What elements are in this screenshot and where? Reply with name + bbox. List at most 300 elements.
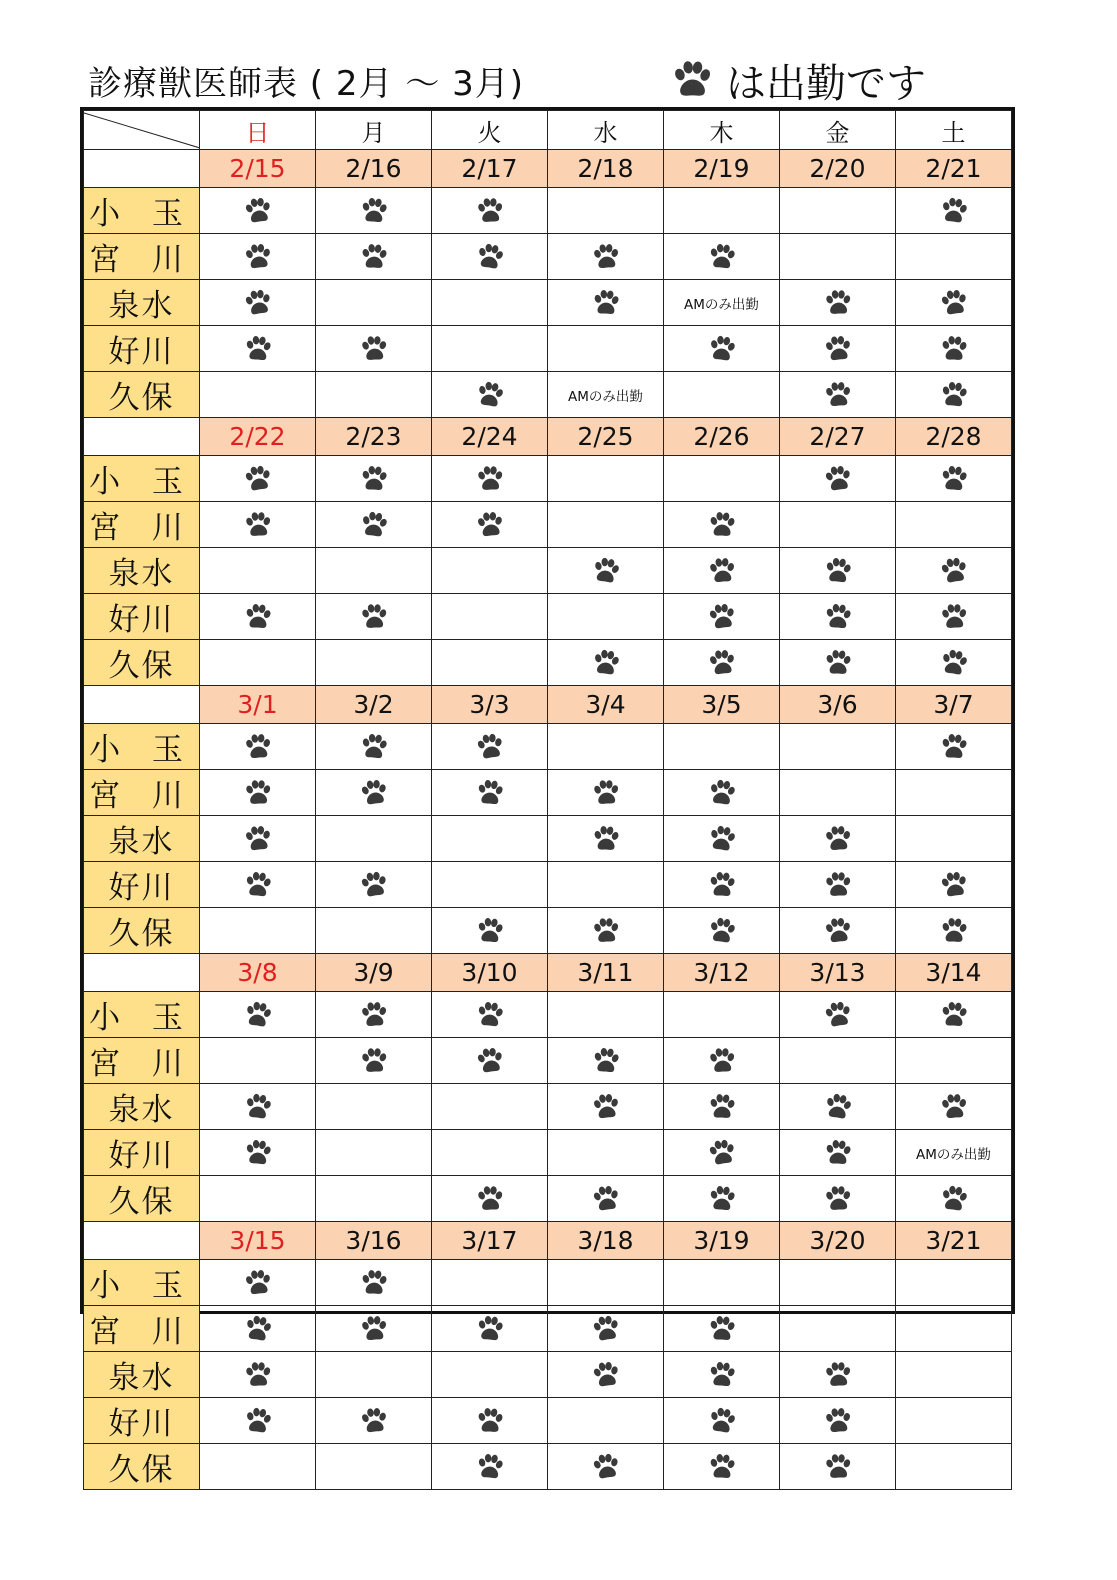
paw-icon bbox=[242, 1092, 274, 1122]
date-cell: 3/6 bbox=[780, 686, 896, 724]
empty-cell bbox=[548, 456, 664, 502]
paw-icon bbox=[474, 1184, 506, 1214]
date-cell: 3/13 bbox=[780, 954, 896, 992]
on-duty-cell bbox=[780, 280, 896, 326]
date-cell: 3/9 bbox=[316, 954, 432, 992]
empty-cell bbox=[896, 1398, 1012, 1444]
on-duty-cell bbox=[664, 1444, 780, 1490]
paw-icon bbox=[242, 824, 274, 854]
empty-cell bbox=[432, 1260, 548, 1306]
doctor-name: 小 玉 bbox=[84, 1260, 200, 1306]
doctor-row bbox=[84, 816, 1012, 862]
on-duty-cell bbox=[664, 326, 780, 372]
date-row-blank bbox=[84, 954, 200, 992]
paw-icon bbox=[706, 1360, 738, 1390]
doctor-name: 宮 川 bbox=[84, 770, 200, 816]
on-duty-cell bbox=[896, 594, 1012, 640]
paw-icon bbox=[242, 1406, 274, 1436]
on-duty-cell bbox=[664, 1352, 780, 1398]
on-duty-cell bbox=[780, 1130, 896, 1176]
legend-text: は出勤です bbox=[726, 61, 926, 107]
paw-icon bbox=[822, 1138, 854, 1168]
doctor-row bbox=[84, 234, 1012, 280]
paw-icon bbox=[474, 196, 506, 226]
doctor-row bbox=[84, 1176, 1012, 1222]
date-cell: 2/20 bbox=[780, 150, 896, 188]
date-cell: 2/16 bbox=[316, 150, 432, 188]
empty-cell bbox=[548, 1398, 664, 1444]
paw-icon bbox=[938, 732, 970, 762]
empty-cell bbox=[548, 724, 664, 770]
on-duty-cell bbox=[548, 1352, 664, 1398]
on-duty-cell bbox=[432, 724, 548, 770]
on-duty-cell bbox=[664, 502, 780, 548]
paw-icon bbox=[474, 778, 506, 808]
date-cell: 2/25 bbox=[548, 418, 664, 456]
on-duty-cell bbox=[432, 234, 548, 280]
doctor-name: 小 玉 bbox=[84, 456, 200, 502]
empty-cell bbox=[316, 908, 432, 954]
on-duty-cell bbox=[548, 548, 664, 594]
on-duty-cell bbox=[200, 594, 316, 640]
paw-icon bbox=[358, 196, 390, 226]
paw-icon bbox=[706, 778, 738, 808]
paw-icon bbox=[822, 1360, 854, 1390]
weekday-thu: 木 bbox=[664, 111, 780, 150]
on-duty-cell bbox=[780, 326, 896, 372]
empty-cell bbox=[316, 1130, 432, 1176]
on-duty-cell bbox=[548, 640, 664, 686]
on-duty-cell bbox=[780, 1084, 896, 1130]
on-duty-cell bbox=[548, 908, 664, 954]
empty-cell bbox=[432, 862, 548, 908]
on-duty-cell bbox=[664, 1130, 780, 1176]
empty-cell bbox=[200, 1038, 316, 1084]
date-cell: 3/12 bbox=[664, 954, 780, 992]
doctor-row bbox=[84, 594, 1012, 640]
paw-icon bbox=[242, 1268, 274, 1298]
on-duty-cell bbox=[664, 908, 780, 954]
paw-icon bbox=[706, 1046, 738, 1076]
date-row-blank bbox=[84, 150, 200, 188]
doctor-row bbox=[84, 1352, 1012, 1398]
on-duty-cell bbox=[200, 1398, 316, 1444]
paw-icon bbox=[938, 1092, 970, 1122]
paw-icon bbox=[706, 602, 738, 632]
empty-cell bbox=[432, 1130, 548, 1176]
on-duty-cell bbox=[316, 1306, 432, 1352]
empty-cell bbox=[432, 548, 548, 594]
doctor-row bbox=[84, 502, 1012, 548]
date-cell: 2/21 bbox=[896, 150, 1012, 188]
date-cell: 2/28 bbox=[896, 418, 1012, 456]
paw-icon bbox=[242, 778, 274, 808]
doctor-name: 泉水 bbox=[84, 816, 200, 862]
on-duty-cell bbox=[200, 502, 316, 548]
paw-icon bbox=[474, 380, 506, 410]
on-duty-cell bbox=[548, 280, 664, 326]
paw-icon bbox=[938, 464, 970, 494]
paw-icon bbox=[242, 196, 274, 226]
on-duty-cell bbox=[664, 548, 780, 594]
paw-icon bbox=[242, 464, 274, 494]
empty-cell bbox=[780, 1306, 896, 1352]
date-cell: 3/16 bbox=[316, 1222, 432, 1260]
paw-icon bbox=[822, 824, 854, 854]
weekday-wed: 水 bbox=[548, 111, 664, 150]
empty-cell bbox=[548, 502, 664, 548]
paw-icon bbox=[242, 1138, 274, 1168]
doctor-row bbox=[84, 862, 1012, 908]
weekday-mon: 月 bbox=[316, 111, 432, 150]
on-duty-cell bbox=[780, 372, 896, 418]
paw-icon bbox=[706, 1314, 738, 1344]
on-duty-cell bbox=[780, 548, 896, 594]
paw-icon bbox=[358, 510, 390, 540]
on-duty-cell bbox=[316, 456, 432, 502]
empty-cell bbox=[780, 234, 896, 280]
paw-icon bbox=[358, 870, 390, 900]
on-duty-cell bbox=[664, 594, 780, 640]
paw-icon bbox=[706, 334, 738, 364]
doctor-name: 泉水 bbox=[84, 1084, 200, 1130]
doctor-name: 宮 川 bbox=[84, 502, 200, 548]
date-cell: 3/10 bbox=[432, 954, 548, 992]
doctor-row bbox=[84, 1130, 1012, 1176]
date-cell: 3/4 bbox=[548, 686, 664, 724]
date-cell: 3/20 bbox=[780, 1222, 896, 1260]
date-cell: 2/19 bbox=[664, 150, 780, 188]
paw-icon bbox=[358, 334, 390, 364]
on-duty-cell bbox=[896, 280, 1012, 326]
empty-cell bbox=[200, 372, 316, 418]
date-cell: 2/24 bbox=[432, 418, 548, 456]
empty-cell bbox=[548, 1260, 664, 1306]
on-duty-cell bbox=[896, 724, 1012, 770]
corner-cell bbox=[84, 111, 200, 150]
doctor-name: 好川 bbox=[84, 1130, 200, 1176]
paw-icon bbox=[242, 732, 274, 762]
paw-icon bbox=[474, 510, 506, 540]
paw-icon bbox=[822, 1000, 854, 1030]
empty-cell bbox=[548, 1130, 664, 1176]
on-duty-cell bbox=[664, 234, 780, 280]
doctor-name: 久保 bbox=[84, 640, 200, 686]
paw-icon bbox=[242, 870, 274, 900]
empty-cell bbox=[432, 1084, 548, 1130]
on-duty-cell bbox=[896, 548, 1012, 594]
empty-cell bbox=[316, 1352, 432, 1398]
doctor-row bbox=[84, 1306, 1012, 1352]
paw-icon bbox=[358, 732, 390, 762]
on-duty-cell bbox=[432, 456, 548, 502]
on-duty-cell bbox=[664, 1038, 780, 1084]
date-cell: 3/11 bbox=[548, 954, 664, 992]
empty-cell bbox=[200, 1176, 316, 1222]
date-cell: 3/15 bbox=[200, 1222, 316, 1260]
doctor-name: 好川 bbox=[84, 1398, 200, 1444]
paw-icon bbox=[590, 648, 622, 678]
on-duty-cell bbox=[316, 724, 432, 770]
empty-cell bbox=[548, 188, 664, 234]
empty-cell bbox=[432, 1352, 548, 1398]
on-duty-cell bbox=[200, 188, 316, 234]
on-duty-cell bbox=[316, 1398, 432, 1444]
paw-icon bbox=[938, 380, 970, 410]
empty-cell bbox=[896, 502, 1012, 548]
empty-cell bbox=[432, 326, 548, 372]
empty-cell bbox=[896, 770, 1012, 816]
date-row-blank bbox=[84, 1222, 200, 1260]
doctor-row bbox=[84, 548, 1012, 594]
date-row-blank bbox=[84, 418, 200, 456]
date-cell: 3/3 bbox=[432, 686, 548, 724]
on-duty-cell bbox=[896, 908, 1012, 954]
paw-icon bbox=[938, 288, 970, 318]
paw-icon bbox=[706, 1092, 738, 1122]
on-duty-cell bbox=[316, 862, 432, 908]
date-cell: 3/17 bbox=[432, 1222, 548, 1260]
on-duty-cell bbox=[896, 1084, 1012, 1130]
on-duty-cell bbox=[432, 1306, 548, 1352]
date-cell: 3/1 bbox=[200, 686, 316, 724]
doctor-row bbox=[84, 640, 1012, 686]
empty-cell bbox=[432, 280, 548, 326]
on-duty-cell bbox=[548, 770, 664, 816]
date-cell: 2/22 bbox=[200, 418, 316, 456]
on-duty-cell bbox=[780, 908, 896, 954]
diagonal-line bbox=[84, 111, 200, 149]
on-duty-cell bbox=[664, 770, 780, 816]
paw-icon bbox=[822, 602, 854, 632]
empty-cell bbox=[780, 724, 896, 770]
paw-icon bbox=[358, 1046, 390, 1076]
paw-icon bbox=[706, 824, 738, 854]
paw-icon bbox=[474, 1452, 506, 1482]
paw-icon bbox=[822, 870, 854, 900]
paw-icon bbox=[474, 732, 506, 762]
paw-icon bbox=[706, 1452, 738, 1482]
paw-icon bbox=[822, 1092, 854, 1122]
paw-icon bbox=[590, 1452, 622, 1482]
paw-icon bbox=[938, 916, 970, 946]
paw-icon bbox=[242, 602, 274, 632]
paw-icon bbox=[358, 1314, 390, 1344]
doctor-name: 小 玉 bbox=[84, 992, 200, 1038]
empty-cell bbox=[316, 280, 432, 326]
empty-cell bbox=[316, 640, 432, 686]
empty-cell bbox=[548, 326, 664, 372]
on-duty-cell bbox=[200, 862, 316, 908]
on-duty-cell bbox=[664, 1084, 780, 1130]
paw-icon bbox=[938, 196, 970, 226]
on-duty-cell bbox=[316, 326, 432, 372]
paw-icon bbox=[590, 1360, 622, 1390]
paw-icon bbox=[590, 1184, 622, 1214]
paw-icon bbox=[822, 1406, 854, 1436]
date-cell: 2/23 bbox=[316, 418, 432, 456]
paw-icon bbox=[706, 1406, 738, 1436]
on-duty-cell bbox=[200, 992, 316, 1038]
paw-icon bbox=[590, 1092, 622, 1122]
paw-icon bbox=[706, 556, 738, 586]
date-cell: 3/19 bbox=[664, 1222, 780, 1260]
empty-cell bbox=[896, 1352, 1012, 1398]
doctor-name: 好川 bbox=[84, 862, 200, 908]
on-duty-cell bbox=[200, 724, 316, 770]
on-duty-cell bbox=[780, 1398, 896, 1444]
paw-icon bbox=[474, 1000, 506, 1030]
on-duty-cell bbox=[780, 816, 896, 862]
on-duty-cell bbox=[316, 770, 432, 816]
on-duty-cell bbox=[432, 770, 548, 816]
paw-icon bbox=[706, 242, 738, 272]
on-duty-cell bbox=[896, 992, 1012, 1038]
empty-cell bbox=[664, 992, 780, 1038]
date-row-blank bbox=[84, 686, 200, 724]
on-duty-cell bbox=[200, 326, 316, 372]
empty-cell bbox=[316, 1176, 432, 1222]
paw-icon bbox=[822, 1184, 854, 1214]
on-duty-cell bbox=[548, 1038, 664, 1084]
paw-icon bbox=[242, 288, 274, 318]
paw-icon bbox=[822, 916, 854, 946]
empty-cell bbox=[316, 816, 432, 862]
paw-icon bbox=[242, 510, 274, 540]
paw-icon bbox=[590, 824, 622, 854]
date-cell: 3/7 bbox=[896, 686, 1012, 724]
paw-icon bbox=[938, 870, 970, 900]
weekday-header-row bbox=[84, 111, 1012, 150]
am-only-note: AMのみ出勤 bbox=[664, 280, 780, 326]
doctor-name: 好川 bbox=[84, 594, 200, 640]
paw-icon bbox=[590, 916, 622, 946]
on-duty-cell bbox=[200, 280, 316, 326]
doctor-row bbox=[84, 1398, 1012, 1444]
date-cell: 3/21 bbox=[896, 1222, 1012, 1260]
empty-cell bbox=[548, 992, 664, 1038]
doctor-row bbox=[84, 724, 1012, 770]
doctor-name: 宮 川 bbox=[84, 1306, 200, 1352]
paw-icon bbox=[590, 556, 622, 586]
empty-cell bbox=[780, 1038, 896, 1084]
on-duty-cell bbox=[432, 502, 548, 548]
on-duty-cell bbox=[664, 640, 780, 686]
paw-icon bbox=[822, 556, 854, 586]
doctor-row bbox=[84, 372, 1012, 418]
empty-cell bbox=[200, 548, 316, 594]
date-cell: 3/8 bbox=[200, 954, 316, 992]
date-cell: 3/14 bbox=[896, 954, 1012, 992]
empty-cell bbox=[780, 770, 896, 816]
empty-cell bbox=[896, 1038, 1012, 1084]
paw-icon bbox=[822, 1452, 854, 1482]
doctor-row bbox=[84, 908, 1012, 954]
date-cell: 3/5 bbox=[664, 686, 780, 724]
on-duty-cell bbox=[432, 908, 548, 954]
on-duty-cell bbox=[780, 862, 896, 908]
empty-cell bbox=[200, 640, 316, 686]
am-only-note: AMのみ出勤 bbox=[548, 372, 664, 418]
paw-icon bbox=[358, 1000, 390, 1030]
doctor-name: 泉水 bbox=[84, 1352, 200, 1398]
paw-icon bbox=[822, 334, 854, 364]
doctor-row bbox=[84, 280, 1012, 326]
am-only-note: AMのみ出勤 bbox=[896, 1130, 1012, 1176]
date-row bbox=[84, 954, 1012, 992]
on-duty-cell bbox=[548, 1176, 664, 1222]
on-duty-cell bbox=[664, 1398, 780, 1444]
empty-cell bbox=[896, 1260, 1012, 1306]
on-duty-cell bbox=[664, 1176, 780, 1222]
empty-cell bbox=[780, 1260, 896, 1306]
on-duty-cell bbox=[432, 372, 548, 418]
doctor-name: 好川 bbox=[84, 326, 200, 372]
on-duty-cell bbox=[432, 992, 548, 1038]
weekday-fri: 金 bbox=[780, 111, 896, 150]
on-duty-cell bbox=[316, 594, 432, 640]
doctor-row bbox=[84, 1444, 1012, 1490]
on-duty-cell bbox=[548, 1444, 664, 1490]
empty-cell bbox=[896, 816, 1012, 862]
empty-cell bbox=[896, 1306, 1012, 1352]
paw-icon bbox=[242, 1000, 274, 1030]
paw-icon bbox=[938, 334, 970, 364]
paw-icon bbox=[474, 1314, 506, 1344]
date-cell: 2/27 bbox=[780, 418, 896, 456]
doctor-name: 宮 川 bbox=[84, 1038, 200, 1084]
empty-cell bbox=[664, 188, 780, 234]
on-duty-cell bbox=[780, 1444, 896, 1490]
paw-icon bbox=[474, 916, 506, 946]
empty-cell bbox=[896, 234, 1012, 280]
on-duty-cell bbox=[316, 234, 432, 280]
on-duty-cell bbox=[200, 1130, 316, 1176]
doctor-row bbox=[84, 456, 1012, 502]
empty-cell bbox=[548, 594, 664, 640]
paw-icon bbox=[242, 334, 274, 364]
paw-icon bbox=[590, 288, 622, 318]
on-duty-cell bbox=[200, 770, 316, 816]
header bbox=[88, 58, 926, 108]
on-duty-cell bbox=[316, 1260, 432, 1306]
date-row bbox=[84, 418, 1012, 456]
date-cell: 2/18 bbox=[548, 150, 664, 188]
doctor-row bbox=[84, 1084, 1012, 1130]
paw-icon bbox=[706, 510, 738, 540]
paw-icon bbox=[706, 870, 738, 900]
paw-icon bbox=[822, 648, 854, 678]
paw-icon bbox=[670, 58, 714, 102]
doctor-row bbox=[84, 992, 1012, 1038]
paw-icon bbox=[706, 648, 738, 678]
doctor-name: 久保 bbox=[84, 1176, 200, 1222]
doctor-row bbox=[84, 188, 1012, 234]
on-duty-cell bbox=[896, 326, 1012, 372]
on-duty-cell bbox=[664, 862, 780, 908]
on-duty-cell bbox=[896, 640, 1012, 686]
paw-icon bbox=[590, 242, 622, 272]
empty-cell bbox=[316, 372, 432, 418]
on-duty-cell bbox=[316, 1038, 432, 1084]
doctor-name: 久保 bbox=[84, 908, 200, 954]
paw-icon bbox=[242, 1360, 274, 1390]
paw-icon bbox=[822, 288, 854, 318]
doctor-name: 泉水 bbox=[84, 548, 200, 594]
date-cell: 2/15 bbox=[200, 150, 316, 188]
empty-cell bbox=[896, 1444, 1012, 1490]
paw-icon bbox=[938, 648, 970, 678]
